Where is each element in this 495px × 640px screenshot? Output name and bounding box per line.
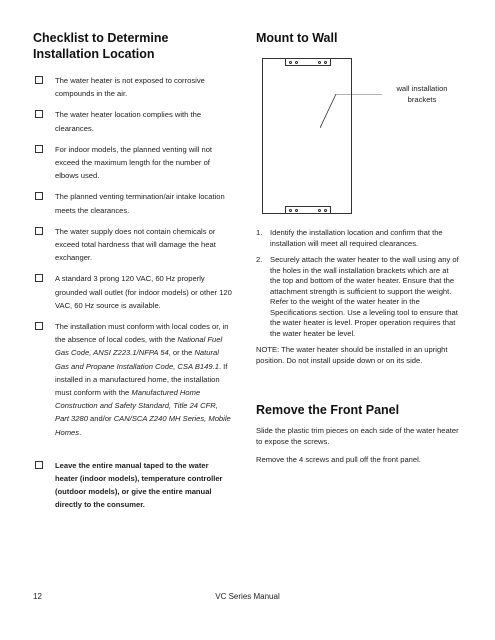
checkbox-icon xyxy=(35,461,43,469)
checklist-item-text: A standard 3 prong 120 VAC, 60 Hz properly grounded wall outlet (for indoor models) or other 120 VAC, 60 Hz source is available. xyxy=(55,274,232,310)
checklist-item xyxy=(33,74,233,100)
step-text: Securely attach the water heater to the wall using any of the holes in the wall installation brackets which are at the top and bottom of the water heater. Ensure that the attachment strength is sufficient to support the weight. Refer to the weight of the water heater in the Specifications section. Use a leveling tool to ensure that the water heater is level. Proper operation requires that the water heater be level. xyxy=(270,255,459,338)
water-heater-diagram xyxy=(256,58,461,218)
top-bracket xyxy=(285,58,331,66)
codes-ref-national-fuel-gas: National Fuel Gas Code, ANSI Z223.1/NFPA 54 xyxy=(55,335,223,358)
remove-panel-heading: Remove the Front Panel xyxy=(256,403,400,417)
checkbox-icon xyxy=(35,192,43,200)
checklist-item-codes xyxy=(33,320,233,439)
bottom-bracket xyxy=(285,206,331,214)
water-heater-outline xyxy=(262,58,352,214)
checkbox-icon xyxy=(35,322,43,330)
bracket-hole-icon xyxy=(295,209,298,212)
step-number: 1. xyxy=(256,228,263,237)
checklist-item xyxy=(33,272,233,312)
remove-panel-step-2: Remove the 4 screws and pull off the front panel. xyxy=(256,455,421,464)
manual-title: VC Series Manual xyxy=(215,592,280,601)
callout-line xyxy=(320,94,382,128)
checklist-item-text: The water heater is not exposed to corrosive compounds in the air. xyxy=(55,76,205,99)
checklist-item-final xyxy=(33,459,233,512)
checkbox-icon xyxy=(35,110,43,118)
bracket-hole-icon xyxy=(324,209,327,212)
bracket-hole-icon xyxy=(318,61,321,64)
left-column xyxy=(33,30,233,520)
bracket-hole-icon xyxy=(324,61,327,64)
step-number: 2. xyxy=(256,255,263,264)
checklist-item-text: Leave the entire manual taped to the water heater (indoor models), temperature controller (outdoor models), or give the entire manual directly to the consumer. xyxy=(55,460,223,510)
codes-text-4: and/or xyxy=(87,414,114,424)
bracket-hole-icon xyxy=(289,209,292,212)
checklist-item-text: The water supply does not contain chemicals or exceed total hardness that will damage the heat exchanger. xyxy=(55,226,216,263)
codes-ref-mobile-homes: CAN/SCA Z240 MH Series, Mobile Homes xyxy=(55,414,231,437)
codes-text-3: . If installed in a manufactured home, the installation must conform with the xyxy=(55,361,228,398)
step-item xyxy=(256,255,461,339)
checklist-item-text: The planned venting termination/air intake location meets the clearances. xyxy=(55,192,225,215)
codes-text-2: , or the xyxy=(168,348,195,358)
checklist xyxy=(33,74,233,512)
upright-note: NOTE: The water heater should be installed in an upright position. Do not install upside down or on its side. xyxy=(256,345,448,365)
checklist-item-text: The water heater location complies with the clearances. xyxy=(55,110,202,133)
step-item xyxy=(256,228,461,249)
bracket-hole-icon xyxy=(289,61,292,64)
bracket-hole-icon xyxy=(295,61,298,64)
checklist-item-text: For indoor models, the planned venting will not exceed the maximum length for the number of elbows used. xyxy=(55,144,213,181)
checkbox-icon xyxy=(35,145,43,153)
mount-heading: Mount to Wall xyxy=(256,31,338,45)
checklist-item xyxy=(33,143,233,183)
checkbox-icon xyxy=(35,227,43,235)
codes-text-1: The installation must conform with local codes or, in the absence of local codes, with the xyxy=(55,322,229,345)
checkbox-icon xyxy=(35,274,43,282)
mount-steps xyxy=(256,228,461,339)
wall-bracket-callout: wall installation brackets xyxy=(396,84,448,104)
codes-ref-manufactured-home: Manufactured Home Construction and Safety Standard, Title 24 CFR, Part 3280 xyxy=(55,388,218,424)
codes-ref-csa: Natural Gas and Propane Installation Code, CSA B149.1 xyxy=(55,348,219,371)
page-number: 12 xyxy=(33,592,42,601)
codes-text-5: . xyxy=(79,427,82,437)
checklist-item xyxy=(33,190,233,216)
right-column xyxy=(256,30,461,466)
bracket-hole-icon xyxy=(318,209,321,212)
checklist-item xyxy=(33,108,233,134)
checklist-item xyxy=(33,225,233,265)
checklist-heading: Checklist to Determine Installation Location xyxy=(33,31,169,61)
step-text: Identify the installation location and confirm that the installation will meet all required clearances. xyxy=(270,228,443,248)
remove-panel-step-1: Slide the plastic trim pieces on each side of the water heater to expose the screws. xyxy=(256,426,459,446)
checkbox-icon xyxy=(35,76,43,84)
